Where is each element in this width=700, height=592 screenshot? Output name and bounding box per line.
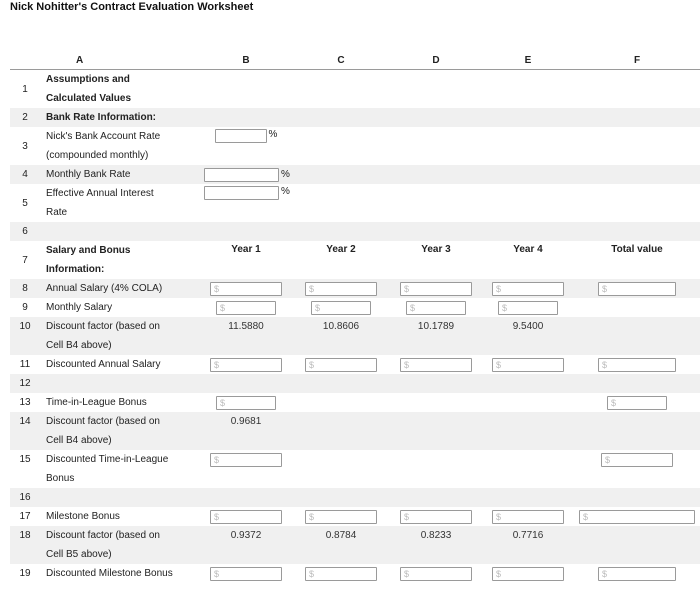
milestone-discount-year4: 0.7716 <box>512 530 544 541</box>
table-row <box>10 393 700 412</box>
discounted-milestone-year3-input[interactable]: $ <box>400 567 472 581</box>
discounted-til-bonus-input[interactable]: $ <box>210 453 282 467</box>
row-label: Discount factor (based on Cell B4 above) <box>46 416 160 446</box>
table-row <box>10 222 700 241</box>
discounted-milestone-year2-input[interactable]: $ <box>305 567 377 581</box>
column-header-c: C <box>337 55 345 66</box>
row-number: 6 <box>22 226 28 237</box>
row-label: Bank Rate Information: <box>46 112 157 123</box>
total-value-header: Total value <box>611 244 663 255</box>
row-number: 12 <box>19 378 31 389</box>
percent-unit: % <box>281 169 290 180</box>
row-label: Annual Salary (4% COLA) <box>46 283 163 294</box>
percent-unit: % <box>281 186 290 197</box>
table-row <box>10 374 700 393</box>
monthly-salary-year3-input[interactable]: $ <box>406 301 466 315</box>
row-label: Milestone Bonus <box>46 511 120 522</box>
row-label: Discounted Milestone Bonus <box>46 568 173 579</box>
row-label: Discounted Time-in-League Bonus <box>46 454 169 484</box>
annual-salary-year1-input[interactable]: $ <box>210 282 282 296</box>
discounted-salary-year1-input[interactable]: $ <box>210 358 282 372</box>
column-header-f: F <box>633 55 641 66</box>
column-header-row <box>10 52 700 70</box>
table-row <box>10 127 700 165</box>
time-in-league-bonus-input[interactable]: $ <box>216 396 276 410</box>
row-label: Effective Annual Interest Rate <box>46 188 154 218</box>
row-label: Discounted Annual Salary <box>46 359 161 370</box>
row-number: 15 <box>19 454 31 465</box>
monthly-salary-year4-input[interactable]: $ <box>498 301 558 315</box>
row-number: 4 <box>22 169 28 180</box>
effective-annual-rate-input[interactable] <box>204 186 279 200</box>
column-header-e: E <box>524 55 532 66</box>
table-row <box>10 488 700 507</box>
discounted-til-bonus-total-input[interactable]: $ <box>601 453 673 467</box>
table-row <box>10 564 700 583</box>
table-row <box>10 241 700 279</box>
table-row <box>10 108 700 127</box>
row-label: Assumptions and Calculated Values <box>46 74 132 104</box>
annual-salary-year2-input[interactable]: $ <box>305 282 377 296</box>
discounted-milestone-year4-input[interactable]: $ <box>492 567 564 581</box>
percent-unit: % <box>268 129 278 140</box>
milestone-discount-year1: 0.9372 <box>230 530 262 541</box>
til-discount-factor: 0.9681 <box>230 416 262 427</box>
annual-salary-year4-input[interactable]: $ <box>492 282 564 296</box>
row-number: 5 <box>22 197 28 209</box>
row-label: Monthly Bank Rate <box>46 169 131 180</box>
row-number: 19 <box>19 568 31 579</box>
table-row <box>10 70 700 108</box>
row-number: 9 <box>22 302 28 313</box>
discounted-salary-year4-input[interactable]: $ <box>492 358 564 372</box>
table-row <box>10 526 700 564</box>
discount-factor-year2: 10.8606 <box>322 321 360 332</box>
row-number: 11 <box>19 359 31 370</box>
table-row <box>10 279 700 298</box>
table-row <box>10 184 700 222</box>
year-3-header: Year 3 <box>421 244 451 255</box>
year-4-header: Year 4 <box>513 244 543 255</box>
row-label: Monthly Salary <box>46 302 113 313</box>
row-number: 10 <box>19 321 31 332</box>
row-label: Time-in-League Bonus <box>46 397 147 408</box>
discounted-milestone-year1-input[interactable]: $ <box>210 567 282 581</box>
monthly-bank-rate-input[interactable] <box>204 168 279 182</box>
row-number: 7 <box>22 254 28 266</box>
table-row <box>10 165 700 184</box>
row-number: 16 <box>19 492 31 503</box>
table-row <box>10 355 700 374</box>
cell-b5 <box>200 184 292 222</box>
monthly-salary-year2-input[interactable]: $ <box>311 301 371 315</box>
discount-factor-year1: 11.5880 <box>228 321 264 332</box>
row-label: Nick's Bank Account Rate (compounded monthly) <box>46 131 161 161</box>
row-number: 13 <box>19 397 31 408</box>
row-number: 8 <box>22 283 28 294</box>
milestone-bonus-year4-input[interactable]: $ <box>492 510 564 524</box>
row-number: 17 <box>19 511 31 522</box>
discounted-salary-year2-input[interactable]: $ <box>305 358 377 372</box>
year-2-header: Year 2 <box>326 244 356 255</box>
milestone-bonus-year1-input[interactable]: $ <box>210 510 282 524</box>
milestone-discount-year3: 0.8233 <box>420 530 452 541</box>
table-row <box>10 317 700 355</box>
table-row <box>10 450 700 488</box>
monthly-salary-year1-input[interactable]: $ <box>216 301 276 315</box>
discount-factor-year4: 9.5400 <box>512 321 544 332</box>
milestone-bonus-year2-input[interactable]: $ <box>305 510 377 524</box>
row-number: 14 <box>19 416 31 427</box>
cell-b4 <box>200 165 292 184</box>
worksheet-table <box>10 52 700 583</box>
milestone-bonus-total-input[interactable]: $ <box>579 510 695 524</box>
row-number: 3 <box>22 140 28 152</box>
row-label: Discount factor (based on Cell B5 above) <box>46 530 160 560</box>
year-1-header: Year 1 <box>231 244 261 255</box>
row-label: Salary and Bonus Information: <box>46 245 131 275</box>
row-number: 2 <box>22 112 28 123</box>
time-in-league-bonus-total-input[interactable]: $ <box>607 396 667 410</box>
row-number: 1 <box>22 83 28 95</box>
row-number: 18 <box>19 530 31 541</box>
bank-account-rate-input[interactable] <box>215 129 267 143</box>
table-row <box>10 507 700 526</box>
column-header-d: D <box>432 55 440 66</box>
worksheet-title: Nick Nohitter's Contract Evaluation Worksheet <box>10 1 254 13</box>
milestone-discount-year2: 0.8784 <box>325 530 357 541</box>
annual-salary-total-input[interactable]: $ <box>598 282 676 296</box>
discount-factor-year3: 10.1789 <box>417 321 455 332</box>
cell-b3 <box>200 127 292 165</box>
table-row <box>10 412 700 450</box>
discounted-salary-year3-input[interactable]: $ <box>400 358 472 372</box>
milestone-bonus-year3-input[interactable]: $ <box>400 510 472 524</box>
table-row <box>10 298 700 317</box>
row-label: Discount factor (based on Cell B4 above) <box>46 321 160 351</box>
annual-salary-year3-input[interactable]: $ <box>400 282 472 296</box>
discounted-salary-total-input[interactable]: $ <box>598 358 676 372</box>
column-header-b: B <box>242 55 250 66</box>
discounted-milestone-total-input[interactable]: $ <box>598 567 676 581</box>
column-header-a: A <box>76 55 84 66</box>
